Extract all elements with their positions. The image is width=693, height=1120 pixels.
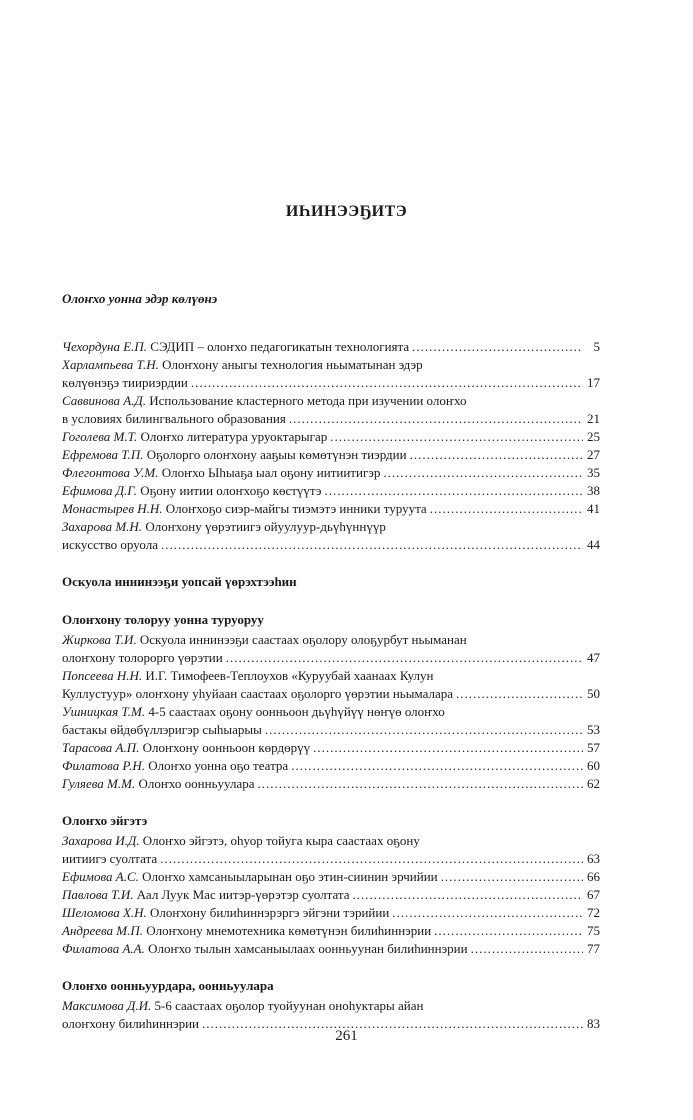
entry-title-line: Аал Луук Мас иитэр-үөрэтэр суолтата [136,887,350,902]
dot-leader [434,922,583,940]
entry-title-line: олоҥхону толорорго үөрэтии [62,650,223,665]
entry-author: Флегонтова У.М. [62,465,159,480]
dot-leader [291,757,583,775]
dot-leader [257,775,583,793]
entry-page-number: 41 [587,501,600,516]
entry-title-line: Олоҥхо литература уруоктарыгар [140,429,328,444]
entry-title-line: 5-6 саастаах оҕолор туойуунан оноһуктары айан [154,998,424,1013]
entry-author: Чехордуна Е.П. [62,339,148,354]
entry-title-line: олоҥхону билиһиннэрии [62,1016,200,1031]
toc-entry[interactable] [62,775,600,793]
dot-leader [383,464,583,482]
entry-page-number: 63 [587,851,600,866]
entry-page-number: 17 [587,375,600,390]
entry-author: Гоголева М.Т. [62,429,138,444]
entry-author: Ефимова А.С. [62,869,139,884]
entry-page-number: 35 [587,465,600,480]
entry-author: Андреева М.П. [62,923,144,938]
entry-title-line: Олоҥхо тылын хамсаныылаах оонньуунан билиһиннэрии [148,941,468,956]
entry-page-number: 72 [587,905,600,920]
entry-author: Гуляева М.М. [62,776,136,791]
entry-page-number: 38 [587,483,600,498]
entry-title-line: Оҕону иитии олоҥхоҕо көстүүтэ [140,483,322,498]
entry-page-number: 47 [587,650,600,665]
entry-author: Попсеева Н.Н. [62,668,143,683]
entry-page-number: 27 [587,447,600,462]
entry-title-line: Олоҥхо Ыһыаҕа ыал оҕону иитиитигэр [161,465,381,480]
section-heading: Оскуола иннинээҕи уопсай үөрэхтээһин [62,574,297,589]
toc-entry[interactable] [62,904,600,922]
dot-leader [410,446,583,464]
entry-title-line: көлүөнэҕэ тиириэрдии [62,375,188,390]
entry-page-number: 62 [587,776,600,791]
dot-leader [353,886,583,904]
entry-title-line: бастакы өйдөбүллэригэр сыһыарыы [62,722,262,737]
toc-entry[interactable] [62,703,600,739]
toc-entry[interactable] [62,667,600,703]
dot-leader [191,374,583,392]
entry-title-line: иитиигэ суолтата [62,851,158,866]
toc-entry[interactable] [62,757,600,775]
entry-page-number: 50 [587,686,600,701]
entry-title-line: Олоҥхо уонна оҕо театра [148,758,289,773]
dot-leader [289,410,583,428]
dot-leader [226,649,583,667]
entry-title-line: Олоҥхону билиһиннэрэргэ эйгэни тэрийии [150,905,390,920]
entry-page-number: 25 [587,429,600,444]
toc-entry[interactable] [62,940,600,958]
toc-entry[interactable] [62,428,600,446]
dot-leader [330,428,583,446]
dot-leader [161,536,583,554]
entry-author: Саввинова А.Д. [62,393,147,408]
entry-title-line: Олоҥхоҕо сиэр-майгы тиэмэтэ инники туруута [165,501,427,516]
entry-page-number: 67 [587,887,600,902]
entry-page-number: 77 [587,941,600,956]
entry-title-line: Олоҥхону оонньоон көрдөрүү [142,740,311,755]
dot-leader [313,739,583,757]
entry-title-line: Олоҥхону үөрэтиигэ ойуулуур-дьүһүннүүр [145,519,386,534]
section-heading: Олоҥхо оонньуурдара, оонньуулара [62,978,274,993]
entry-title-line: Оҕолорго олоҥхону ааҕыы көмөтүнэн тиэрдии [146,447,407,462]
toc-entry[interactable] [62,446,600,464]
toc-entry[interactable] [62,922,600,940]
entry-author: Монастырев Н.Н. [62,501,163,516]
dot-leader [160,850,583,868]
entry-author: Филатова А.А. [62,941,145,956]
entry-author: Ефимова Д.Г. [62,483,137,498]
entry-page-number: 60 [587,758,600,773]
toc-entry[interactable] [62,482,600,500]
entry-author: Захарова М.Н. [62,519,143,534]
dot-leader [471,940,583,958]
entry-title-line: Олоҥхо хамсаныыларынан оҕо этин-сиинин эрчийии [142,869,438,884]
entry-author: Захарова И.Д. [62,833,140,848]
toc-entry[interactable] [62,868,600,886]
section-heading: Олоҥхо уонна эдэр көлүөнэ [62,291,218,306]
entry-title-line: в условиях билингвального образования [62,411,286,426]
entry-title-line: И.Г. Тимофеев-Теплоухов «Куруубай хаанаах Кулун [145,668,434,683]
toc-entry[interactable] [62,832,600,868]
entry-author: Харлампьева Т.Н. [62,357,159,372]
entry-title-line: Олоҥхо оонньуулара [138,776,255,791]
entry-title-line: Куллустуур» олоҥхону уһуйаан саастаах оҕолорго үөрэтии ньымалара [62,686,454,701]
entry-author: Павлова Т.И. [62,887,134,902]
entry-author: Ушницкая Т.М. [62,704,146,719]
toc-entry[interactable] [62,338,600,356]
entry-title-line: 4-5 саастаах оҕону оонньоон дьүһүйүү нөҥүө олоҥхо [148,704,445,719]
dot-leader [325,482,584,500]
entry-page-number: 5 [593,339,600,354]
entry-page-number: 57 [587,740,600,755]
toc-entry[interactable] [62,739,600,757]
dot-leader [441,868,583,886]
toc-entry[interactable] [62,518,600,554]
dot-leader [392,904,583,922]
entry-title-line: Олоҥхо эйгэтэ, оһуор тойуга кыра саастаах оҕону [142,833,420,848]
entry-page-number: 66 [587,869,600,884]
entry-page-number: 21 [587,411,600,426]
entry-title-line: Оскуола иннинээҕи саастаах оҕолору олоҕурбут ньыманан [139,632,467,647]
entry-page-number: 53 [587,722,600,737]
toc-entry[interactable] [62,392,600,428]
toc-entry[interactable] [62,631,600,667]
entry-title-line: Олоҥхону мнемотехника көмөтүнэн билиһиннэрии [146,923,432,938]
section-heading: Олоҥхо эйгэтэ [62,813,148,828]
entry-author: Филатова Р.Н. [62,758,146,773]
entry-author: Тарасова А.П. [62,740,140,755]
toc-entry[interactable] [62,356,600,392]
dot-leader [412,338,583,356]
entry-author: Максимова Д.И. [62,998,152,1013]
entry-title-line: Использование кластерного метода при изучении олоҥхо [149,393,467,408]
entry-page-number: 75 [587,923,600,938]
entry-author: Жиркова Т.И. [62,632,137,647]
table-of-contents [62,290,600,1033]
dot-leader [456,685,583,703]
toc-entry[interactable] [62,886,600,904]
dot-leader [265,721,583,739]
toc-entry[interactable] [62,500,600,518]
page-number: 261 [335,1028,358,1044]
entry-title-line: Олоҥхону аныгы технология ньыматынан эдэр [162,357,423,372]
entry-page-number: 83 [587,1016,600,1031]
page-title: ИҺИНЭЭҔИТЭ [285,203,408,220]
entry-author: Ефремова Т.П. [62,447,144,462]
dot-leader [430,500,583,518]
entry-page-number: 44 [587,537,600,552]
toc-entry[interactable] [62,464,600,482]
entry-title-line: СЭДИП – олоҥхо педагогикатын технологията [150,339,410,354]
entry-title-line: искусство оруола [62,537,158,552]
section-heading: Олоҥхону толоруу уонна туруоруу [62,612,264,627]
entry-author: Шеломова Х.Н. [62,905,147,920]
